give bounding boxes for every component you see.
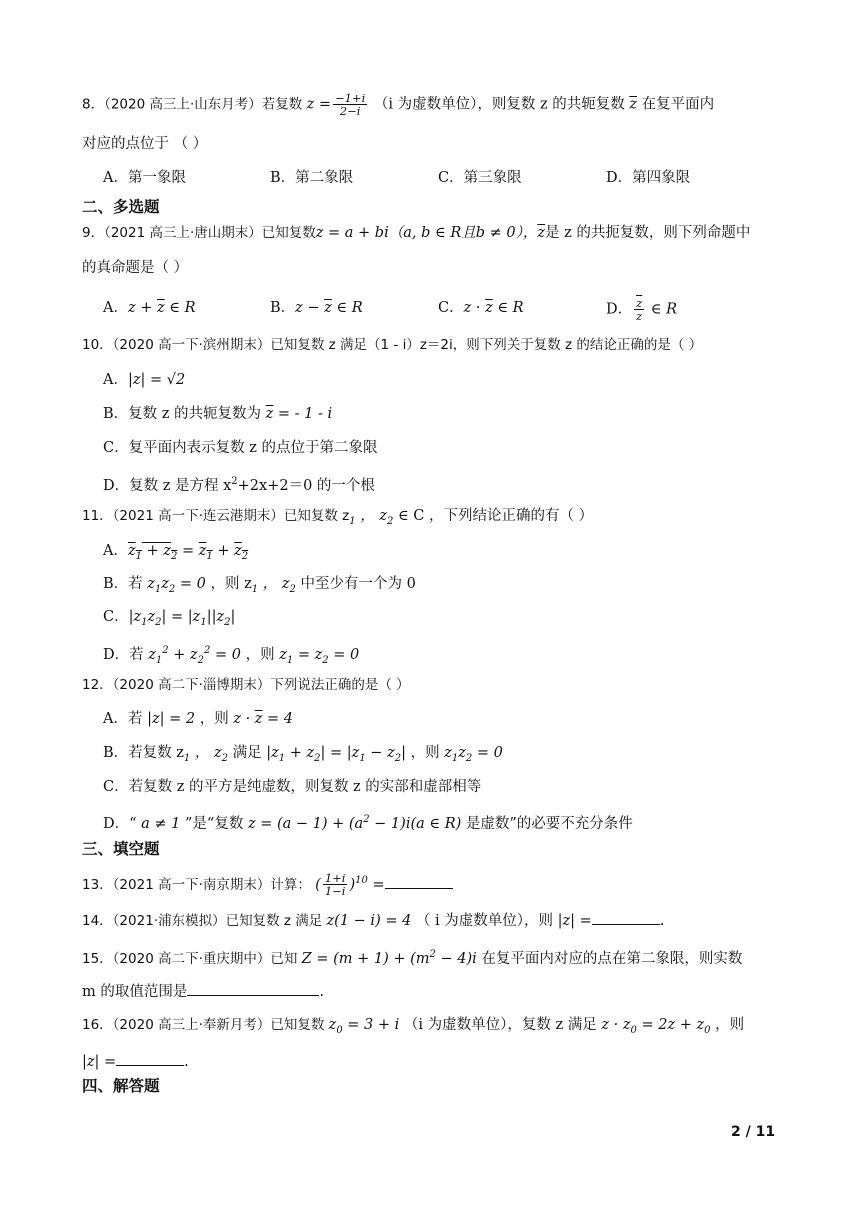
page-number: 2 / 11 [731, 1124, 776, 1140]
question-13: 13．（2021 高一下·南京期末）计算： ( $\frac{1+i}{1-i}$ )$^{10}$ = [82, 870, 820, 897]
q8-option-a[interactable]: A．第一象限 [103, 170, 186, 186]
q13-answer-blank[interactable] [385, 872, 453, 889]
q8-fraction: $\frac{-1+i}{2-i}$ [334, 91, 366, 118]
question-12-stem: 12．（2020 高二下·淄博期末）下列说法正确的是（ ） [82, 677, 410, 693]
q11-option-b[interactable]: B．若 $z_1z_2 = 0$ ，则 $z_1$ ， $z_2$ 中至少有一个为 0 [103, 576, 416, 595]
question-15-line-2: m 的取值范围是 . [82, 979, 820, 1003]
q8-option-b[interactable]: B．第二象限 [270, 170, 354, 186]
q11-option-c[interactable]: C．$|z_1z_2| = |z_1||z_2|$ [103, 609, 236, 628]
q10-option-b[interactable]: B．复数 z 的共轭复数为 $\overline{z}$ = - 1 - i [103, 406, 333, 422]
question-11-stem: 11．（2021 高一下·连云港期末）已知复数 $z_1$ ， $z_2$ ∈ C ，下列结论正确的有（ ） [82, 508, 594, 527]
q10-option-a[interactable]: A．|z| = √2 [103, 372, 186, 388]
question-16-line-2: |z| = . [82, 1049, 820, 1073]
q15-answer-blank[interactable] [187, 979, 319, 996]
q16-answer-blank[interactable] [116, 1049, 184, 1066]
q9-option-c[interactable]: C．$z \cdot \overline{z}$ ∈ R [438, 300, 524, 316]
q12-option-c[interactable]: C．若复数 z 的平方是纯虚数，则复数 z 的实部和虚部相等 [103, 779, 482, 795]
q11-option-a[interactable]: A．$z_1 + z_2 = z_1 + z_2$ [103, 543, 249, 562]
question-16-line-1: 16．（2020 高三上·奉新月考）已知复数 $z_0 = 3 + i$ （i 为虚数单位），复数 z 满足 $z \cdot z_0 = 2z + z_0$ ，则 [82, 1017, 745, 1036]
question-15-line-1: 15．（2020 高二下·重庆期中）已知 $Z = (m + 1) + (m^2 - 4)i$ 在复平面内对应的点在第二象限，则实数 [82, 949, 743, 967]
question-8-line-1: 8．（2020 高三上·山东月考）若复数 z = $\frac{-1+i}{2-i}$ （i 为虚数单位），则复数 z 的共轭复数 $\overline{z}$ 在复平面内 [82, 91, 715, 118]
q8-option-d[interactable]: D．第四象限 [606, 170, 691, 186]
q9-option-a[interactable]: A．$z + \overline{z}$ ∈ R [103, 300, 196, 316]
q12-option-a[interactable]: A．若 |z| = 2 ，则 $z \cdot \overline{z} = 4$ [103, 711, 294, 727]
question-10-stem: 10．（2020 高一下·滨州期末）已知复数 z 满足（1 - i）z＝2i，则下列关于复数 z 的结论正确的是（ ） [82, 337, 703, 353]
q14-answer-blank[interactable] [592, 908, 660, 925]
question-9-line-2: 的真命题是（ ） [82, 260, 189, 276]
q8-option-c[interactable]: C．第三象限 [438, 170, 522, 186]
section-multiple-choice-heading: 二、多选题 [82, 198, 160, 216]
q10-option-d[interactable]: D．复数 z 是方程 $x^2+2x+2=0$ 的一个根 [103, 476, 375, 494]
section-answer-questions-heading: 四、解答题 [82, 1077, 160, 1095]
q9-option-b[interactable]: B．$z - \overline{z}$ ∈ R [270, 300, 363, 316]
question-9-line-1: 9．（2021 高三上·唐山期末）已知复数z = a + bi（a, b ∈ R且b ≠ 0），$\overline{z}$是 z 的共扼复数，则下列命题中 [82, 225, 751, 241]
section-fill-in-heading: 三、填空题 [82, 840, 160, 858]
question-8-line-2: 对应的点位于 （ ） [82, 136, 208, 152]
q12-option-d[interactable]: D．“ a ≠ 1 ”是“复数 $z = (a - 1) + (a^2 - 1)i(a$ ∈ R) 是虚数”的必要不充分条件 [103, 814, 633, 832]
q11-option-d[interactable]: D．若 $z_1^2 + z_2^2 = 0$ ，则 $z_1 = z_2 = 0$ [103, 645, 360, 666]
q10-option-c[interactable]: C．复平面内表示复数 z 的点位于第二象限 [103, 440, 378, 456]
q12-option-b[interactable]: B．若复数 $z_1$ ， $z_2$ 满足 $|z_1 + z_2| = |z_1 - z_2|$ ，则 $z_1z_2 = 0$ [103, 745, 503, 764]
question-14: 14．（2021·浦东模拟）已知复数 z 满足 z(1 − i) = 4 （ i 为虚数单位），则 |z| = . [82, 908, 820, 932]
q9-option-d[interactable]: D． $\frac{\overline{z}}{z}$ ∈ R [606, 296, 678, 323]
